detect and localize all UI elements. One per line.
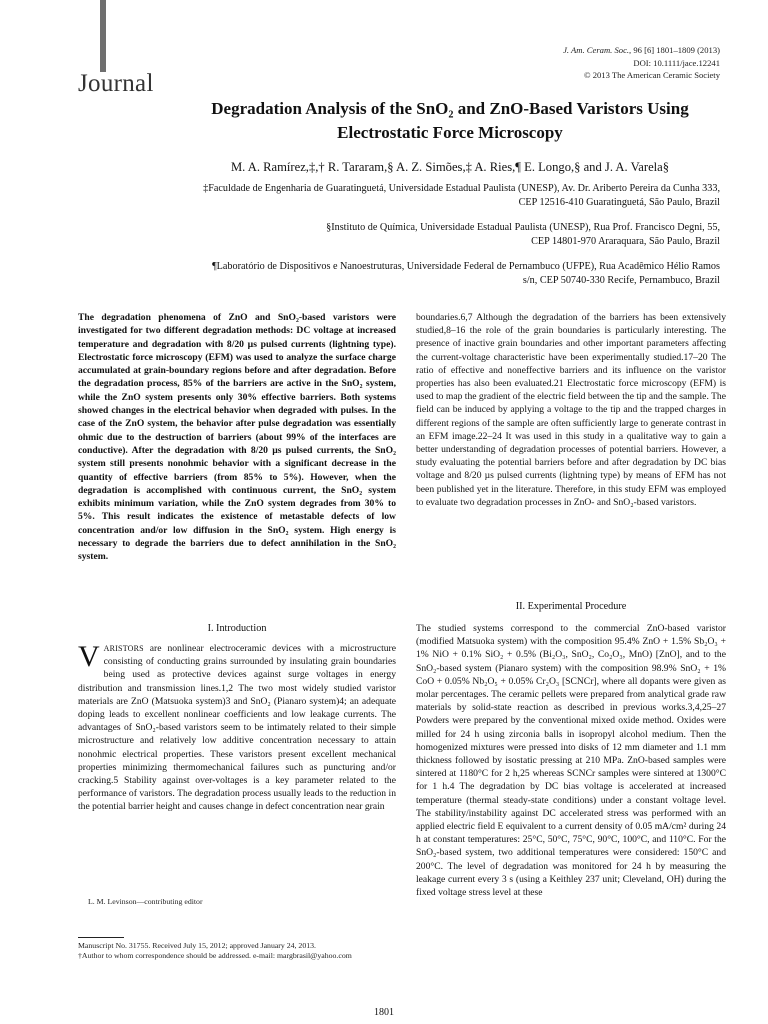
introduction-heading: I. Introduction xyxy=(207,623,267,634)
manuscript-note: Manuscript No. 31755. Received July 15, 2012; approved January 24, 2013. xyxy=(78,941,316,950)
journal-wordmark: Journal xyxy=(78,70,154,97)
footnote-divider xyxy=(78,937,124,938)
experimental-body: The studied systems correspond to the commercial ZnO-based varistor (modified Matsuoka system) with the composition 95.4% ZnO + 1.5% Sb₂O₃ + 1% NiO + 0.1% SiO₂ + 0.5% (Bi₂O₃, SnO₂, Co₂O₃, MnO) [ZnO], and to the SnO₂-based system (Pianaro system) with the composition 98.9% SnO₂ + 1% CoO + 0.05% Nb₂O₅ + 0.05% Cr₂O₃ [SCNCr], where all dopants were given as molar percentages. The ceramic pellets were prepared from analytical grade raw materials by solid-state reaction as described in previous works.3,4,25–27 Powders were prepared by the conventional mixed oxide method. Oxides were milled for 24 h using zirconia balls in isopropyl alcohol medium. Then the homogenized mixtures were pressed into disks of 12 mm diameter and 1.1 mm thickness followed by isostatic pressing at 210 MPa. ZnO-based samples were sintered at 1180°C for 2 h,25 whereas SCNCr samples were sintered at 1300°C for 1 h.4 The degradation by DC bias voltage is accelerated at increased temperature (thermal steady-state conditions) under a constant voltage level. The stability/instability against DC accelerated stress was performed with an applied electric field E equivalent to a current density of 0.05 mA/cm² during 24 h at constant temperatures: 25°C, 50°C, 75°C, 90°C, 100°C, and 110°C. For the SnO₂-based system, two additional temperatures were considered: 150°C and 200°C. The level of degradation was monitored for 24 h by measuring the leakage current every 3 s (using a Keithley 237 unit; Cleveland, OH) during the fixed voltage stress level at these xyxy=(416,623,726,899)
abstract: The degradation phenomena of ZnO and SnO₂-based varistors were investigated for two different degradation methods: DC voltage at increased temperature and degradation with 8/20 µs pulsed currents (lightning type). Electrostatic force microscopy (EFM) was used to analyze the surface charge accumulated at grain-boundary regions before and after degradation. Before the degradation process, 85% of the barriers are active in the SnO₂ system, while the ZnO system presents only 30% effective barriers. Both systems showed changes in the electrical behavior when degraded with pulses. In the case of the ZnO system, the behavior after pulse degradation was essentially ohmic due to the destruction of barriers (about 99% of the interfaces are conductive). After the degradation with 8/20 µs pulsed currents, the SnO₂ system still presents nonohmic behavior with a significant decrease in the quantity of effective barriers (from 85% to 5%). However, when the degradation is accomplished with continuous current, the SnO₂ system exhibits minimum variation, while the ZnO system degrades from 30% to 5%. This result indicates the existence of metastable defects of low concentration and/or low diffusion in the SnO₂ system. High energy is necessary to degrade the barriers due to defect annihilation in the SnO₂ system. xyxy=(78,312,396,563)
affiliation-3-line-1: ¶Laboratório de Dispositivos e Nanoestruturas, Universidade Federal de Pernambuco (UFPE), Rua Acadêmico Hélio Ramos xyxy=(212,261,720,272)
page-number: 1801 xyxy=(374,1007,394,1018)
journal-logo xyxy=(78,0,156,96)
affiliation-1 xyxy=(203,182,720,210)
citation-volume: , 96 [6] 1801–1809 (2013) xyxy=(629,45,720,55)
editor-note: L. M. Levinson—contributing editor xyxy=(88,897,203,906)
intro-text: are nonlinear electroceramic devices with a microstructure consisting of conducting grains surrounded by insulating grain boundaries being used as protective devices against surge voltages in energy distribution and transmission lines.1,2 The two most widely studied varistor materials are ZnO (Matsuoka system)3 and SnO₂ (Pianaro system)4; an adequate doping leads to excellent nonlinear coefficients and low leakage currents. The advantages of SnO₂-based varistors seem to be intimately related to their simple microstructure and relatively low additive concentration necessary to attain nonohmic electrical properties. These varistors present excellent mechanical properties minimizing thermomechanical failures such as puncturing and/or cracking.5 Stability against over-voltages is a key parameter related to the performance of varistors. The degradation process usually leads to the reduction in the potential barrier height and causes change in defect concentration near grain xyxy=(78,643,396,813)
citation-header xyxy=(563,44,720,82)
paper-title xyxy=(150,97,750,145)
experimental-heading: II. Experimental Procedure xyxy=(515,601,627,612)
copyright: © 2013 The American Ceramic Society xyxy=(584,70,720,80)
affiliation-3-line-2: s/n, CEP 50740-330 Recife, Pernambuco, Brazil xyxy=(522,275,720,286)
affiliation-1-line-1: ‡Faculdade de Engenharia de Guaratinguetá, Universidade Estadual Paulista (UNESP), Av. Dr. Ariberto Pereira da Cunha 333, xyxy=(203,183,720,194)
affiliation-2 xyxy=(326,221,720,249)
introduction-continued: boundaries.6,7 Although the degradation of the barriers has been extensively studied,8–16 the role of the grain boundaries is particularly interesting. The presence of inactive grain boundaries and other important parameters affecting the current-voltage characteristic have been experimentally studied.17–20 The ratio of effective and noneffective barriers and its influence on the varistor properties has also been evaluated.21 Electrostatic force microscopy (EFM) is used to map the gradient of the electric field between the tip and the sample. The field can be induced by applying a voltage to the tip and the trapped charges in different regions of the sample are often sufficiently large to generate contrast in an EFM image.22–24 It was used in this study in a qualitative way to gain a better understanding of degradation processes of potential barriers. However, a study evaluating the potential barriers before and after degradation by DC bias voltage and 8/20 µs pulsed currents (lightning type) by means of EFM has not been published yet in the literature. Therefore, in this study EFM was employed to evaluate two degradation processes in ZnO- and SnO₂-based varistors. xyxy=(416,312,726,508)
citation-journal: J. Am. Ceram. Soc. xyxy=(563,45,630,55)
drop-cap: V xyxy=(78,640,100,673)
correspondence-note: †Author to whom correspondence should be addressed. e-mail: margbrasil@yahoo.com xyxy=(78,950,352,960)
footnotes xyxy=(78,941,396,961)
introduction-body xyxy=(78,642,396,814)
affiliation-3 xyxy=(212,260,720,288)
title-line-2: Electrostatic Force Microscopy xyxy=(337,123,563,142)
doi[interactable]: DOI: 10.1111/jace.12241 xyxy=(633,57,720,68)
intro-smallcaps: ARISTORS xyxy=(103,644,144,653)
title-line-1: Degradation Analysis of the SnO₂ and ZnO-Based Varistors Using xyxy=(211,99,689,118)
affiliation-1-line-2: CEP 12516-410 Guaratinguetá, São Paulo, Brazil xyxy=(518,197,720,208)
logo-bar xyxy=(100,0,106,72)
affiliation-2-line-1: §Instituto de Química, Universidade Estadual Paulista (UNESP), Rua Prof. Francisco Degni, 55, xyxy=(326,222,720,233)
affiliation-2-line-2: CEP 14801-970 Araraquara, São Paulo, Brazil xyxy=(531,236,720,247)
author-list: M. A. Ramírez,‡,† R. Tararam,§ A. Z. Simões,‡ A. Ries,¶ E. Longo,§ and J. A. Varela§ xyxy=(230,160,670,174)
